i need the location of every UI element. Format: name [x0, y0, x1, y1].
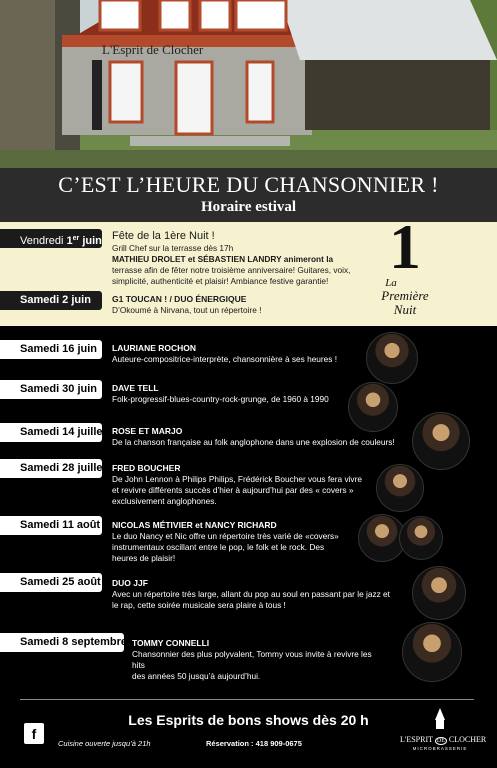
event-date-text: Samedi 30 juin [20, 383, 98, 395]
event-month: juin [82, 235, 102, 247]
event-line: exclusivement anglophones. [112, 496, 217, 506]
event-date [0, 516, 102, 535]
event-info [112, 294, 372, 316]
artist-photo [348, 382, 398, 432]
event-line: De la chanson française au folk anglophone dans une explosion de couleurs! [112, 437, 395, 447]
page-subtitle: Horaire estival [200, 199, 297, 215]
artist-photo [399, 516, 443, 560]
event-line: simplicité, authenticité et plaisir! Ambiance festive garantie! [112, 276, 329, 286]
event-date-text: Samedi 11 août [20, 519, 101, 531]
footer-slogan: Les Esprits de bons shows dès 20 h [128, 712, 369, 728]
event-line: Auteure-compositrice-interprète, chansonnière à ses heures ! [112, 354, 338, 364]
kitchen-hours: Cuisine ouverte jusqu’à 21h [58, 739, 151, 748]
artist-photo [376, 464, 424, 512]
bell-tower-icon [400, 708, 480, 730]
brand-word2: CLOCHER [448, 735, 487, 744]
logo-line2: Première [381, 288, 429, 303]
artist-photo [402, 622, 462, 682]
event-line: terrasse afin de fêter notre troisième anniversaire! Guitares, voix, [112, 265, 351, 275]
event-date [0, 423, 107, 442]
event-title: FRED BOUCHER [112, 463, 181, 473]
event-date-text: Samedi 14 juillet [20, 426, 107, 438]
brand-logo [400, 708, 487, 758]
event-date-text: Samedi 25 août [20, 576, 101, 588]
event-line: Grill Chef sur la terrasse dès 17h [112, 243, 234, 253]
event-line: le rap, cette soirée musicale sera plaire à tous ! [112, 600, 286, 610]
title-banner [0, 168, 497, 222]
event-info [112, 463, 382, 507]
event-date [0, 380, 102, 399]
event-date [0, 459, 107, 478]
premiere-nuit-logo [370, 211, 440, 321]
event-title: DUO JJF [112, 578, 148, 588]
event-title: TOMMY CONNELLI [132, 638, 210, 648]
logo-number: 1 [389, 211, 421, 282]
artist-photo [412, 412, 470, 470]
event-date-text: Samedi 2 juin [20, 294, 91, 306]
event-info [112, 578, 392, 611]
event-title: G1 TOUCAN ! / DUO ÉNERGIQUE [112, 294, 247, 304]
event-line: D’Okoumé à Nirvana, tout un répertoire ! [112, 305, 262, 315]
event-info [112, 520, 362, 564]
event-date [0, 573, 102, 592]
brand-de: DE [436, 738, 445, 744]
event-date [0, 229, 102, 248]
event-title: NICOLAS MÉTIVIER et NANCY RICHARD [112, 520, 277, 530]
artist-photo [412, 566, 466, 620]
event-info [132, 638, 382, 682]
event-line: et revivre différents succès d’hier à aujourd’hui par des « covers » [112, 485, 354, 495]
event-date [0, 633, 127, 652]
reservation-phone: Réservation : 418 909-0675 [206, 739, 302, 748]
event-title: DAVE TELL [112, 383, 159, 393]
event-line: instrumentaux oscillant entre le pop, le folk et le rock. Des [112, 542, 325, 552]
event-info [112, 230, 372, 287]
event-info [112, 343, 372, 365]
facebook-icon[interactable]: f [24, 723, 44, 744]
building-illustration [0, 0, 497, 168]
event-date-text: Samedi 28 juillet [20, 462, 107, 474]
event-day-number: 1 [66, 235, 73, 247]
event-title: ROSE ET MARJO [112, 426, 183, 436]
event-line: Folk-progressif-blues-country-rock-grunge, de 1960 à 1990 [112, 394, 329, 404]
event-date [0, 291, 102, 310]
event-info [112, 426, 402, 448]
event-line: MATHIEU DROLET et SÉBASTIEN LANDRY animeront la [112, 254, 334, 264]
event-date-text: Samedi 16 juin [20, 343, 98, 355]
event-date [0, 340, 102, 359]
logo-line1: La [385, 277, 397, 289]
event-info [112, 383, 372, 405]
featured-section [0, 211, 497, 326]
brand-subtitle: MICROBRASSERIE [412, 746, 468, 751]
event-line: heures de plaisir! [112, 553, 176, 563]
event-line: Avec un répertoire très large, allant du pop au soul en passant par le jazz et [112, 589, 390, 599]
hero-photo [0, 0, 497, 168]
event-day: Vendredi [20, 235, 64, 247]
event-line: De John Lennon à Philips Philips, Frédérick Boucher vous fera vivre [112, 474, 362, 484]
event-line: Chansonnier des plus polyvalent, Tommy vous invite à revivre les hits [132, 649, 372, 670]
event-date-text: Samedi 8 septembre [20, 636, 127, 648]
event-line: des années 50 jusqu’à aujourd’hui. [132, 671, 261, 681]
artist-photo [366, 332, 418, 384]
footer-divider [20, 699, 474, 700]
page-title: C’EST L’HEURE DU CHANSONNIER ! [58, 172, 439, 197]
brand-word1: L'ESPRIT [400, 735, 433, 744]
event-line: Le duo Nancy et Nic offre un répertoire très varié de «covers» [112, 531, 339, 541]
event-title: Fête de la 1ère Nuit ! [112, 230, 215, 242]
logo-line3: Nuit [393, 302, 417, 317]
event-title: LAURIANE ROCHON [112, 343, 197, 353]
event-day-suffix: er [72, 235, 80, 242]
hero-sign: L'Esprit de Clocher [102, 42, 204, 57]
